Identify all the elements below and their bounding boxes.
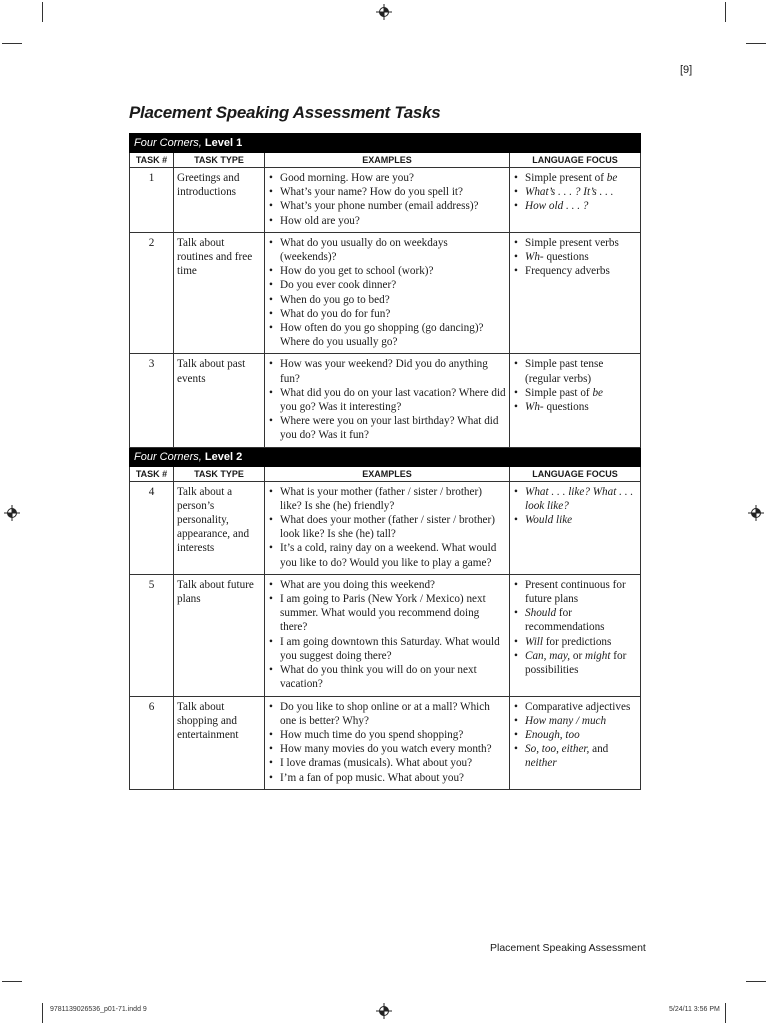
page-number: [9]: [680, 64, 693, 76]
task-type: Talk about routines and free time: [174, 232, 265, 354]
level-band: [130, 134, 641, 153]
language-focus-item: [513, 236, 637, 250]
focus-text: Simple present verbs: [525, 236, 619, 249]
language-focus-cell: [510, 168, 641, 233]
crop-mark: [2, 43, 22, 44]
header-language-focus: LANGUAGE FOCUS: [510, 153, 641, 168]
task-type: Greetings and introductions: [174, 168, 265, 233]
file-slug: 9781139026536_p01-71.indd 9: [50, 1006, 147, 1013]
focus-text: questions: [543, 251, 589, 264]
language-focus-item: [513, 578, 637, 606]
page-title: Placement Speaking Assessment Tasks: [129, 103, 441, 122]
example-item: • How do you get to school (work)?: [268, 264, 506, 278]
language-focus-list: [513, 700, 637, 771]
registration-mark-icon: [376, 4, 392, 20]
column-header-row: [130, 466, 641, 481]
examples-list: [268, 485, 506, 570]
language-focus-item: [513, 250, 637, 264]
crop-mark: [42, 1003, 43, 1023]
examples-cell: [265, 168, 510, 233]
language-focus-list: [513, 236, 637, 279]
series-name: Four Corners,: [134, 137, 202, 149]
language-focus-item: [513, 728, 637, 742]
focus-text: Will: [525, 635, 544, 648]
examples-list: [268, 171, 506, 228]
language-focus-item: [513, 357, 637, 385]
example-item: • What is your mother (father / sister / brother) like? Is she (he) friendly?: [268, 485, 506, 513]
language-focus-item: [513, 742, 637, 770]
focus-text: for recommendations: [525, 607, 605, 634]
examples-cell: [265, 574, 510, 696]
task-type: Talk about future plans: [174, 574, 265, 696]
language-focus-cell: [510, 696, 641, 789]
example-item: • I love dramas (musicals). What about you?: [268, 756, 506, 770]
crop-mark: [725, 1003, 726, 1023]
example-item: • What do you think you will do on your next vacation?: [268, 663, 506, 691]
language-focus-list: [513, 578, 637, 677]
level-band: [130, 447, 641, 466]
example-item: • I’m a fan of pop music. What about you?: [268, 771, 506, 785]
focus-text: Simple present of: [525, 172, 607, 184]
level-band-cell: [130, 447, 641, 466]
language-focus-list: [513, 171, 637, 214]
example-item: • Good morning. How are you?: [268, 171, 506, 185]
example-item: • Do you ever cook dinner?: [268, 278, 506, 292]
table-row: [130, 354, 641, 447]
focus-text: Simple past tense (regular verbs): [525, 358, 604, 385]
example-item: • Where were you on your last birthday? What did you do? Was it fun?: [268, 414, 506, 442]
examples-cell: [265, 354, 510, 447]
language-focus-item: [513, 185, 637, 199]
focus-text: How many / much: [525, 714, 607, 727]
language-focus-item: [513, 700, 637, 714]
language-focus-item: [513, 400, 637, 414]
language-focus-item: [513, 714, 637, 728]
column-header-row: [130, 153, 641, 168]
example-item: • How was your weekend? Did you do anything fun?: [268, 357, 506, 385]
table-row: [130, 232, 641, 354]
header-task-number: TASK #: [130, 466, 174, 481]
example-item: • I am going to Paris (New York / Mexico) next summer. What would you recommend doing there?: [268, 592, 506, 635]
focus-text: Simple past of: [525, 386, 593, 399]
focus-text: Wh-: [525, 251, 544, 264]
language-focus-item: [513, 635, 637, 649]
example-item: • When do you go to bed?: [268, 293, 506, 307]
focus-text: How old . . . ?: [525, 200, 589, 213]
level-label: Level 1: [201, 137, 243, 149]
header-examples: EXAMPLES: [265, 153, 510, 168]
task-type: Talk about shopping and entertainment: [174, 696, 265, 789]
assessment-table: [129, 133, 640, 790]
task-type: Talk about a person’s personality, appearance, and interests: [174, 481, 265, 574]
task-number: 3: [130, 354, 174, 447]
focus-text: Would like: [525, 514, 573, 527]
focus-text: for predictions: [543, 635, 612, 648]
focus-text: might: [584, 649, 611, 662]
task-number: 1: [130, 168, 174, 233]
language-focus-cell: [510, 574, 641, 696]
focus-text: Present continuous for future plans: [525, 578, 626, 606]
task-number: 6: [130, 696, 174, 789]
language-focus-item: [513, 199, 637, 213]
language-focus-item: [513, 485, 637, 513]
table-row: [130, 481, 641, 574]
header-task-type: TASK TYPE: [174, 466, 265, 481]
task-type: Talk about past events: [174, 354, 265, 447]
registration-mark-icon: [376, 1003, 392, 1019]
crop-mark: [42, 2, 43, 22]
example-item: • What do you usually do on weekdays (weekends)?: [268, 236, 506, 264]
example-item: • I am going downtown this Saturday. What would you suggest doing there?: [268, 635, 506, 663]
header-task-number: TASK #: [130, 153, 174, 168]
example-item: • What’s your name? How do you spell it?: [268, 185, 506, 199]
task-number: 4: [130, 481, 174, 574]
focus-text: for possibilities: [525, 649, 627, 677]
example-item: • How many movies do you watch every month?: [268, 742, 506, 756]
examples-list: [268, 357, 506, 442]
language-focus-item: [513, 513, 637, 527]
language-focus-item: [513, 606, 637, 634]
language-focus-cell: [510, 481, 641, 574]
table-body: [130, 134, 641, 790]
language-focus-item: [513, 264, 637, 278]
example-item: • What did you do on your last vacation? Where did you go? Was it interesting?: [268, 386, 506, 414]
example-item: • What do you do for fun?: [268, 307, 506, 321]
example-item: • What’s your phone number (email address)?: [268, 199, 506, 213]
series-name: Four Corners,: [134, 450, 202, 463]
task-number: 5: [130, 574, 174, 696]
example-item: • Do you like to shop online or at a mall? Which one is better? Why?: [268, 700, 506, 728]
table-row: [130, 696, 641, 789]
example-item: • What are you doing this weekend?: [268, 578, 506, 592]
header-language-focus: LANGUAGE FOCUS: [510, 466, 641, 481]
focus-text: What . . . like? What . . . look like?: [525, 485, 634, 512]
header-task-type: TASK TYPE: [174, 153, 265, 168]
header-examples: EXAMPLES: [265, 466, 510, 481]
language-focus-cell: [510, 232, 641, 354]
focus-text: Should: [525, 607, 557, 620]
example-item: • How much time do you spend shopping?: [268, 728, 506, 742]
language-focus-list: [513, 357, 637, 414]
example-item: • It’s a cold, rainy day on a weekend. What would you like to do? Would you like to play a game?: [268, 541, 506, 569]
crop-mark: [746, 43, 766, 44]
example-item: • How old are you?: [268, 214, 506, 228]
focus-text: questions: [543, 401, 589, 414]
focus-text: Frequency adverbs: [525, 265, 610, 278]
focus-text: Enough, too: [525, 728, 580, 741]
level-label: Level 2: [201, 450, 243, 463]
examples-list: [268, 700, 506, 785]
focus-text: Can, may,: [525, 649, 571, 662]
language-focus-item: [513, 649, 637, 677]
example-item: • How often do you go shopping (go dancing)? Where do you usually go?: [268, 321, 506, 349]
registration-mark-icon: [4, 505, 20, 521]
crop-mark: [725, 2, 726, 22]
examples-list: [268, 236, 506, 350]
examples-list: [268, 578, 506, 692]
level-band-cell: [130, 134, 641, 153]
example-item: • What does your mother (father / sister / brother) look like? Is she (he) tall?: [268, 513, 506, 541]
examples-cell: [265, 481, 510, 574]
focus-text: Wh-: [525, 401, 544, 414]
crop-mark: [746, 981, 766, 982]
date-slug: 5/24/11 3:56 PM: [669, 1006, 720, 1013]
crop-mark: [2, 981, 22, 982]
focus-text: be: [592, 386, 603, 399]
language-focus-cell: [510, 354, 641, 447]
language-focus-item: [513, 171, 637, 185]
table-row: [130, 574, 641, 696]
language-focus-list: [513, 485, 637, 528]
focus-text: Comparative adjectives: [525, 700, 631, 713]
focus-text: neither: [525, 757, 557, 770]
focus-text: or: [570, 649, 585, 662]
running-footer: Placement Speaking Assessment: [490, 942, 646, 954]
examples-cell: [265, 696, 510, 789]
focus-text: So, too, either,: [525, 743, 590, 756]
focus-text: What’s . . . ? It’s . . .: [525, 186, 614, 199]
language-focus-item: [513, 386, 637, 400]
table-row: [130, 168, 641, 233]
focus-text: be: [606, 172, 618, 184]
task-number: 2: [130, 232, 174, 354]
registration-mark-icon: [748, 505, 764, 521]
examples-cell: [265, 232, 510, 354]
focus-text: and: [589, 743, 609, 756]
